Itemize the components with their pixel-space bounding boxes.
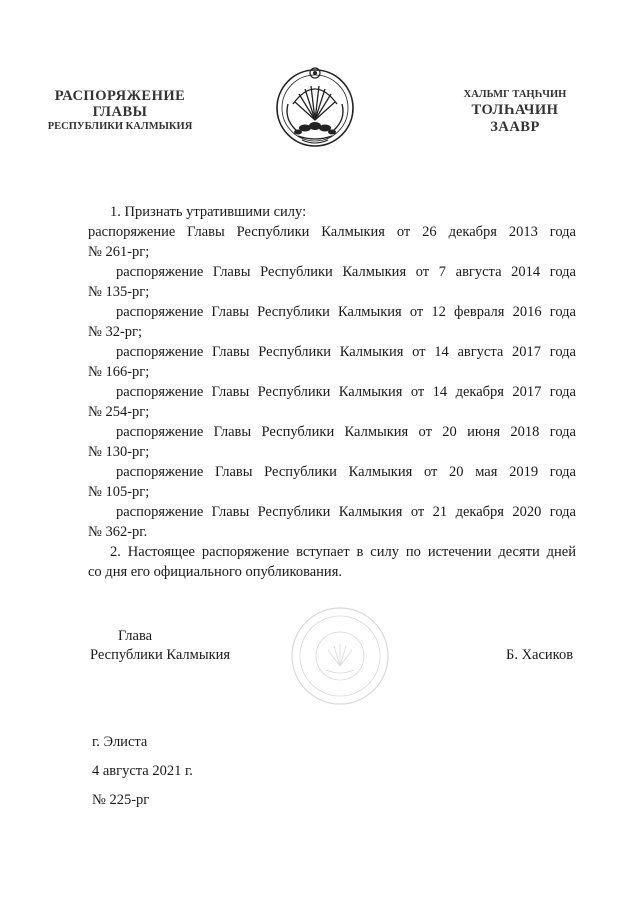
header-right-title [430,88,600,136]
order-line: распоряжение Главы Республики Калмыкия от 21 декабря 2020 года [116,504,576,520]
order-body [88,202,576,582]
header-right-line2: ТОЛҺАЧИН [471,102,559,118]
order-number: № 362-рг. [88,524,148,540]
order-number: № 254-рг; [88,404,150,420]
order-number: № 261-рг; [88,244,150,260]
header-left-line3: РЕСПУБЛИКИ КАЛМЫКИЯ [47,121,193,132]
official-seal-icon [288,604,392,708]
header-left-line2: ГЛАВЫ [92,104,148,120]
signature-title: Глава [118,628,153,644]
header-right-line3: ЗААВР [490,119,540,135]
order-line: распоряжение Главы Республики Калмыкия от 26 декабря 2013 года [88,224,576,240]
item2-line1: 2. Настоящее распоряжение вступает в силу по истечении десяти дней [110,544,576,560]
order-number: № 135-рг; [88,284,150,300]
order-line: распоряжение Главы Республики Калмыкия от 12 февраля 2016 года [116,304,576,320]
place-of-signing: г. Элиста [92,734,148,750]
header-right-line1: ХАЛЬМГ ТАҢҺЧИН [463,89,567,100]
order-line: распоряжение Главы Республики Калмыкия от 14 августа 2017 года [116,344,576,360]
header-left-line1: РАСПОРЯЖЕНИЕ [54,88,186,104]
signature-name: Б. Хасиков [506,647,574,663]
item2-line2: со дня его официального опубликования. [88,564,342,580]
order-line: распоряжение Главы Республики Калмыкия от 20 июня 2018 года [116,424,576,440]
kalmykia-emblem-icon [274,64,356,152]
header-left-title [30,88,210,134]
order-line: распоряжение Главы Республики Калмыкия от 7 августа 2014 года [116,264,576,280]
order-number: № 166-рг; [88,364,150,380]
order-number: № 130-рг; [88,444,150,460]
item1-lead: 1. Признать утратившими силу: [110,204,307,220]
order-line: распоряжение Главы Республики Калмыкия от 20 мая 2019 года [116,464,576,480]
order-number: № 105-рг; [88,484,150,500]
order-number: № 32-рг; [88,324,143,340]
signature-org: Республики Калмыкия [90,647,231,663]
order-line: распоряжение Главы Республики Калмыкия от 14 декабря 2017 года [116,384,576,400]
order-date: 4 августа 2021 г. [92,763,193,779]
order-number-footer: № 225-рг [92,792,150,808]
